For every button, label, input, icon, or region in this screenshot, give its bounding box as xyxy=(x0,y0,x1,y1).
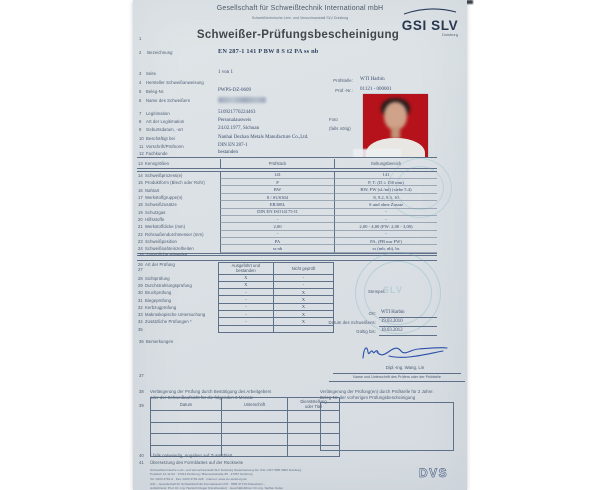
org-subtitle: Schweißtechnische Lehr- und Versuchsanstalt SLV Duisburg xyxy=(251,15,349,20)
col-unterschrift: Unterschrift xyxy=(221,398,287,410)
footer-company: GSI – Gesellschaft für Schweißtechnik International mbH · HRB 37719 Düsseldorf – Aufsichtsrat: Prof. Dr.-Ing. Heinrich Flegel (Vorsitzender) · Geschäftsführer: Dr.-Ing. Steffen Keitel xyxy=(150,482,283,490)
col-done: Ausgeführt und bestanden xyxy=(218,262,273,275)
info-value: PWPS-DZ-0609 xyxy=(218,88,252,93)
logo-city: Duisburg xyxy=(441,32,458,37)
row-num-40: 40 xyxy=(139,453,144,458)
stempel-label: Stempel: xyxy=(368,289,386,294)
designation-label: 2 Bezeichnung xyxy=(139,50,173,55)
spec-row: 14 Schweißprozess(e) 141 141 xyxy=(137,172,437,179)
ort-value: WTI Harbin xyxy=(381,310,405,315)
signer-name: Dipl.-Ing. Wang, Lin xyxy=(385,365,425,370)
exam-row: 34 Zusätzliche Prüfungen * - X xyxy=(137,318,334,325)
info-value: DIN EN 287-1 xyxy=(218,142,248,148)
notes-row: 25 Zusätzliche Hinweise: xyxy=(139,252,189,257)
row-num-38: 38 xyxy=(139,389,144,394)
exam-row: 33 Makroskopische Untersuchung - X xyxy=(137,311,334,318)
valid-until-value: 18.03.2012 xyxy=(381,328,403,333)
row-num-41: 41 xyxy=(139,460,144,465)
ext-row xyxy=(151,434,339,446)
stamp-inner-text: SLV xyxy=(383,285,403,295)
info-row: 9 Geburtsdatum, -ort xyxy=(139,126,183,132)
test-center-value: WTI Harbin xyxy=(360,77,385,82)
exam-row: 30 Bruchprüfung - X xyxy=(137,289,334,296)
info-value: 510921770224463 xyxy=(218,109,256,115)
exam-row: 35 xyxy=(137,326,334,333)
certificate-paper xyxy=(133,0,467,490)
spec-row: 23 Schweißposition PA PA, (PB nur FW) xyxy=(137,238,437,245)
signature-caption: Name und Unterschrift des Prüfers oder der Prüfstelle xyxy=(353,374,441,379)
head xyxy=(384,102,407,130)
ext-row xyxy=(151,423,339,435)
info-value: bestanden xyxy=(218,150,238,155)
document-title: Schweißer-Prüfungsbescheinigung xyxy=(196,29,400,41)
foto-note: (falls nötig) xyxy=(329,126,351,131)
info-value: 24.02.1977, Sichuan xyxy=(218,125,260,131)
signature xyxy=(355,338,453,366)
remarks-row: 36 Bemerkungen xyxy=(139,339,174,344)
exam-header: 26 Art der Prüfung 27 Ausgeführt und bestanden Nicht geprüft xyxy=(137,262,334,275)
org-name: Gesellschaft für Schweißtechnik International mbH xyxy=(216,5,384,12)
previous-certificate-box xyxy=(320,402,454,451)
spec-row: 21 Werkstoffdicke (mm) 2,00 2,00 - 4,00 (FW: 2,00 - 3,00) xyxy=(137,223,437,230)
info-row: 3 Seite xyxy=(139,70,157,76)
footer-address: Schweißtechnische Lehr- und Versuchsanstalt SLV Duisburg Niederlassung der GSI mbH HRB 9800 Duisburg Postfach 10 12 62 · 47012 Duisburg / Bismarckstraße 85 · 47057 Duisburg Tel: 0203 3781-0 · Fax: 0203 3781-228 · Internet: www.slv-duisburg.de xyxy=(150,468,302,481)
exam-row: 31 Biegeprüfung - X xyxy=(137,296,334,303)
row-num-37: 37 xyxy=(139,373,144,378)
spec-row: 24 Schweißnahteinzelheiten ss nb ss (mb, nb), bs xyxy=(137,245,437,252)
underline xyxy=(379,326,437,327)
info-row: 12 Fachkunde xyxy=(139,151,168,156)
valid-until-label: Gültig bis: xyxy=(356,329,376,334)
underline xyxy=(379,335,437,336)
foto-label: Foto xyxy=(329,117,338,122)
row-num-39: 39 xyxy=(139,403,144,408)
spec-row: 17 Werkstoffgruppe(n) 8 / SUS304 8, 9.2, 9.3, 10 xyxy=(137,194,437,201)
faint-stamp-upper xyxy=(388,158,452,218)
divider xyxy=(329,381,465,382)
exam-row: 32 Kerbzugprüfung - X xyxy=(137,304,334,311)
row-num-2: 2 xyxy=(139,50,142,55)
extension-header xyxy=(151,398,339,411)
info-value: Personalausweis xyxy=(218,117,252,123)
col-dienststellung: Dienststellung oder Titel xyxy=(287,398,339,410)
weld-date-label: Datum des Schweißens: xyxy=(328,320,376,325)
col-geltungsbereich: Geltungsbereich xyxy=(334,159,437,169)
info-row: 8 Art der Legitimation xyxy=(139,118,185,124)
footnote-40: * falls notwendig, Angaben auf Zusatzblatt xyxy=(150,453,233,458)
spec-header: 13 Kenngrößen Prüfstück Geltungsbereich xyxy=(137,159,437,169)
info-row: 4 Hersteller Schweißanweisung xyxy=(139,79,204,85)
info-row: 7 Legitimation xyxy=(139,110,170,116)
info-row: 5 Beleg-Nr. xyxy=(139,89,165,94)
col-not-tested: Nicht geprüft xyxy=(273,262,334,275)
info-row: 10 Beschäftigt bei xyxy=(139,135,175,141)
redacted-welder-name xyxy=(218,97,266,103)
info-row: 6 Name des Schweißers xyxy=(139,97,191,103)
info-value: 1 von 1 xyxy=(218,69,233,75)
underline xyxy=(379,317,437,318)
designation-value: EN 287-1 141 P BW 8 S t2 PA ss nb xyxy=(218,47,319,55)
col-datum: Datum xyxy=(179,401,193,407)
exam-row: 29 Durchstrahlungsprüfung X - xyxy=(137,282,334,289)
info-row: 11 Vorschrift/Prüfnorm xyxy=(139,143,184,149)
logo-text: GSI SLV xyxy=(401,18,459,33)
footnote-41: Übersetzung des Formblattes auf der Rückseite xyxy=(150,460,244,465)
spec-row: 16 Nahtart BW BW, FW (sl./ml) (siehe 5.4) xyxy=(137,186,437,193)
spec-row: 20 Hilfsstoffe - - xyxy=(137,216,437,223)
test-no-label: Prüf.-Nr.: xyxy=(335,87,353,93)
signature-line xyxy=(333,373,461,374)
spec-row: 22 Rohraußendurchmesser (mm) - - xyxy=(137,231,437,238)
id-photo xyxy=(363,94,428,157)
spec-row: 15 Produktform (Blech oder Rohr) P P, T: (D ≥ 150 mm) xyxy=(137,179,437,186)
ext-row xyxy=(151,411,339,423)
col-pruefstueck: Prüfstück xyxy=(220,159,334,169)
test-no-value: 01121 - 000001 xyxy=(360,86,392,92)
dvs-logo: DVS xyxy=(419,466,449,480)
spec-row: 19 Schutzgas DIN EN ISO14175-I1 - xyxy=(137,209,437,216)
ort-label: Ort: xyxy=(368,311,376,316)
weld-date-value: 19.03.2010 xyxy=(381,319,403,324)
extension-text: Verlängerung der Prüfung durch Bestätigung des Arbeitgebers oder der Schweißaufsicht für die folgenden 6 Monate xyxy=(150,388,272,400)
extension-table xyxy=(150,397,340,457)
spec-row: 18 Schweißzusätze ER308L S und ohne Zusatz xyxy=(137,201,437,208)
exam-row: 28 Sichtprüfung X - xyxy=(137,275,334,282)
extension-right-text: Verlängerung der Prüfung(en) durch Prüfstelle für 2 Jahre: Beleg-Nr. der vorherigen Prüfungsbescheinigung xyxy=(320,388,434,400)
info-value: Nanhai Dezhan Metals Manufacture Co.,Ltd. xyxy=(218,134,309,140)
test-center-label: Prüfstelle: xyxy=(333,78,353,83)
row-num-1: 1 xyxy=(139,36,142,41)
logo-swoosh-icon xyxy=(401,7,459,15)
